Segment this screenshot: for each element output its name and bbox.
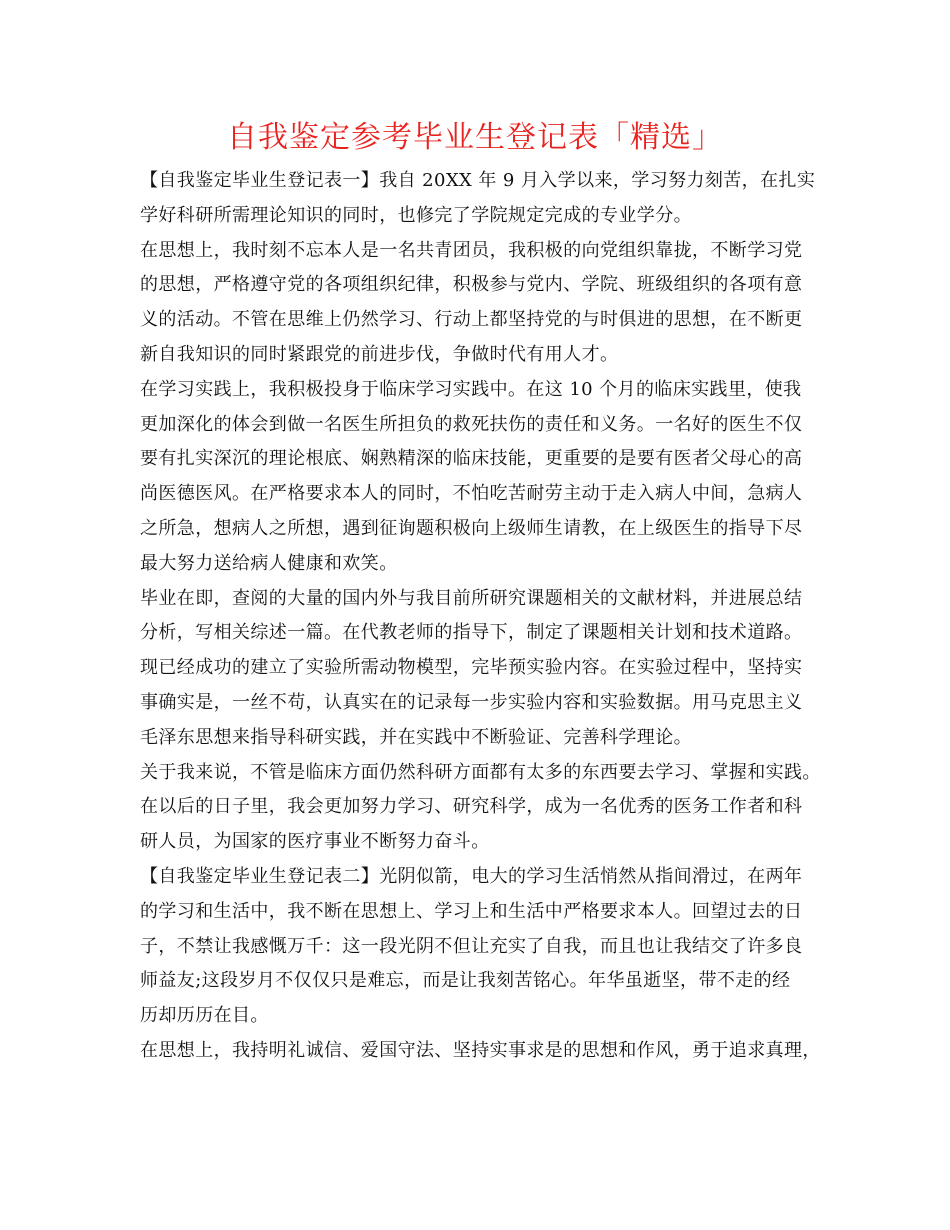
body-line: 的学习和生活中，我不断在思想上、学习上和生活中严格要求本人。回望过去的日: [140, 900, 803, 922]
body-line: 研人员，为国家的医疗事业不断努力奋斗。: [140, 831, 490, 853]
body-line: 子，不禁让我感慨万千：这一段光阴不但让充实了自我，而且也让我结交了许多良: [140, 935, 803, 957]
body-line: 在以后的日子里，我会更加努力学习、研究科学，成为一名优秀的医务工作者和科: [140, 796, 803, 818]
body-line: 最大努力送给病人健康和欢笑。: [140, 552, 398, 574]
body-line: 要有扎实深沉的理论根底、娴熟精深的临床技能，更重要的是要有医者父母心的高: [140, 448, 803, 470]
document-title: 自我鉴定参考毕业生登记表「精选」: [227, 120, 723, 155]
body-line: 义的活动。不管在思维上仍然学习、行动上都坚持党的与时俱进的思想，在不断更: [140, 309, 803, 331]
body-line: 现已经成功的建立了实验所需动物模型，完毕预实验内容。在实验过程中，坚持实: [140, 657, 803, 679]
body-line: 学好科研所需理论知识的同时，也修完了学院规定完成的专业学分。: [140, 204, 692, 226]
body-line: 毕业在即，查阅的大量的国内外与我目前所研究课题相关的文献材料，并进展总结: [140, 587, 803, 609]
body-line: 在学习实践上，我积极投身于临床学习实践中。在这 10 个月的临床实践里，使我: [140, 378, 802, 400]
body-line: 的思想，严格遵守党的各项组织纪律，积极参与党内、学院、班级组织的各项有意: [140, 274, 803, 296]
body-line: 关于我来说，不管是临床方面仍然科研方面都有太多的东西要去学习、掌握和实践。: [140, 761, 821, 783]
body-line: 尚医德医风。在严格要求本人的同时，不怕吃苦耐劳主动于走入病人中间，急病人: [140, 483, 803, 505]
body-line: 分析，写相关综述一篇。在代教老师的指导下，制定了课题相关计划和技术道路。: [140, 622, 803, 644]
body-line: 师益友;这段岁月不仅仅只是难忘，而是让我刻苦铭心。年华虽逝坚，带不走的经: [140, 970, 791, 992]
body-line: 在思想上，我持明礼诚信、爱国守法、坚持实事求是的思想和作风，勇于追求真理，: [140, 1039, 821, 1061]
body-line: 【自我鉴定毕业生登记表二】光阴似箭，电大的学习生活悄然从指间滑过，在两年: [140, 865, 803, 887]
body-line: 【自我鉴定毕业生登记表一】我自 20XX 年 9 月入学以来，学习努力刻苦，在扎实: [140, 170, 816, 191]
body-line: 更加深化的体会到做一名医生所担负的救死扶伤的责任和义务。一名好的医生不仅: [140, 413, 803, 435]
body-line: 毛泽东思想来指导科研实践，并在实践中不断验证、完善科学理论。: [140, 726, 692, 748]
body-line: 新自我知识的同时紧跟党的前进步伐，争做时代有用人才。: [140, 343, 619, 365]
body-line: 在思想上，我时刻不忘本人是一名共青团员，我积极的向党组织靠拢，不断学习党: [140, 239, 803, 261]
body-line: 事确实是，一丝不苟，认真实在的记录每一步实验内容和实验数据。用马克思主义: [140, 691, 803, 713]
body-line: 历却历历在目。: [140, 1005, 269, 1027]
body-line: 之所急，想病人之所想，遇到征询题积极向上级师生请教，在上级医生的指导下尽: [140, 517, 803, 539]
document-body: [140, 164, 830, 1069]
